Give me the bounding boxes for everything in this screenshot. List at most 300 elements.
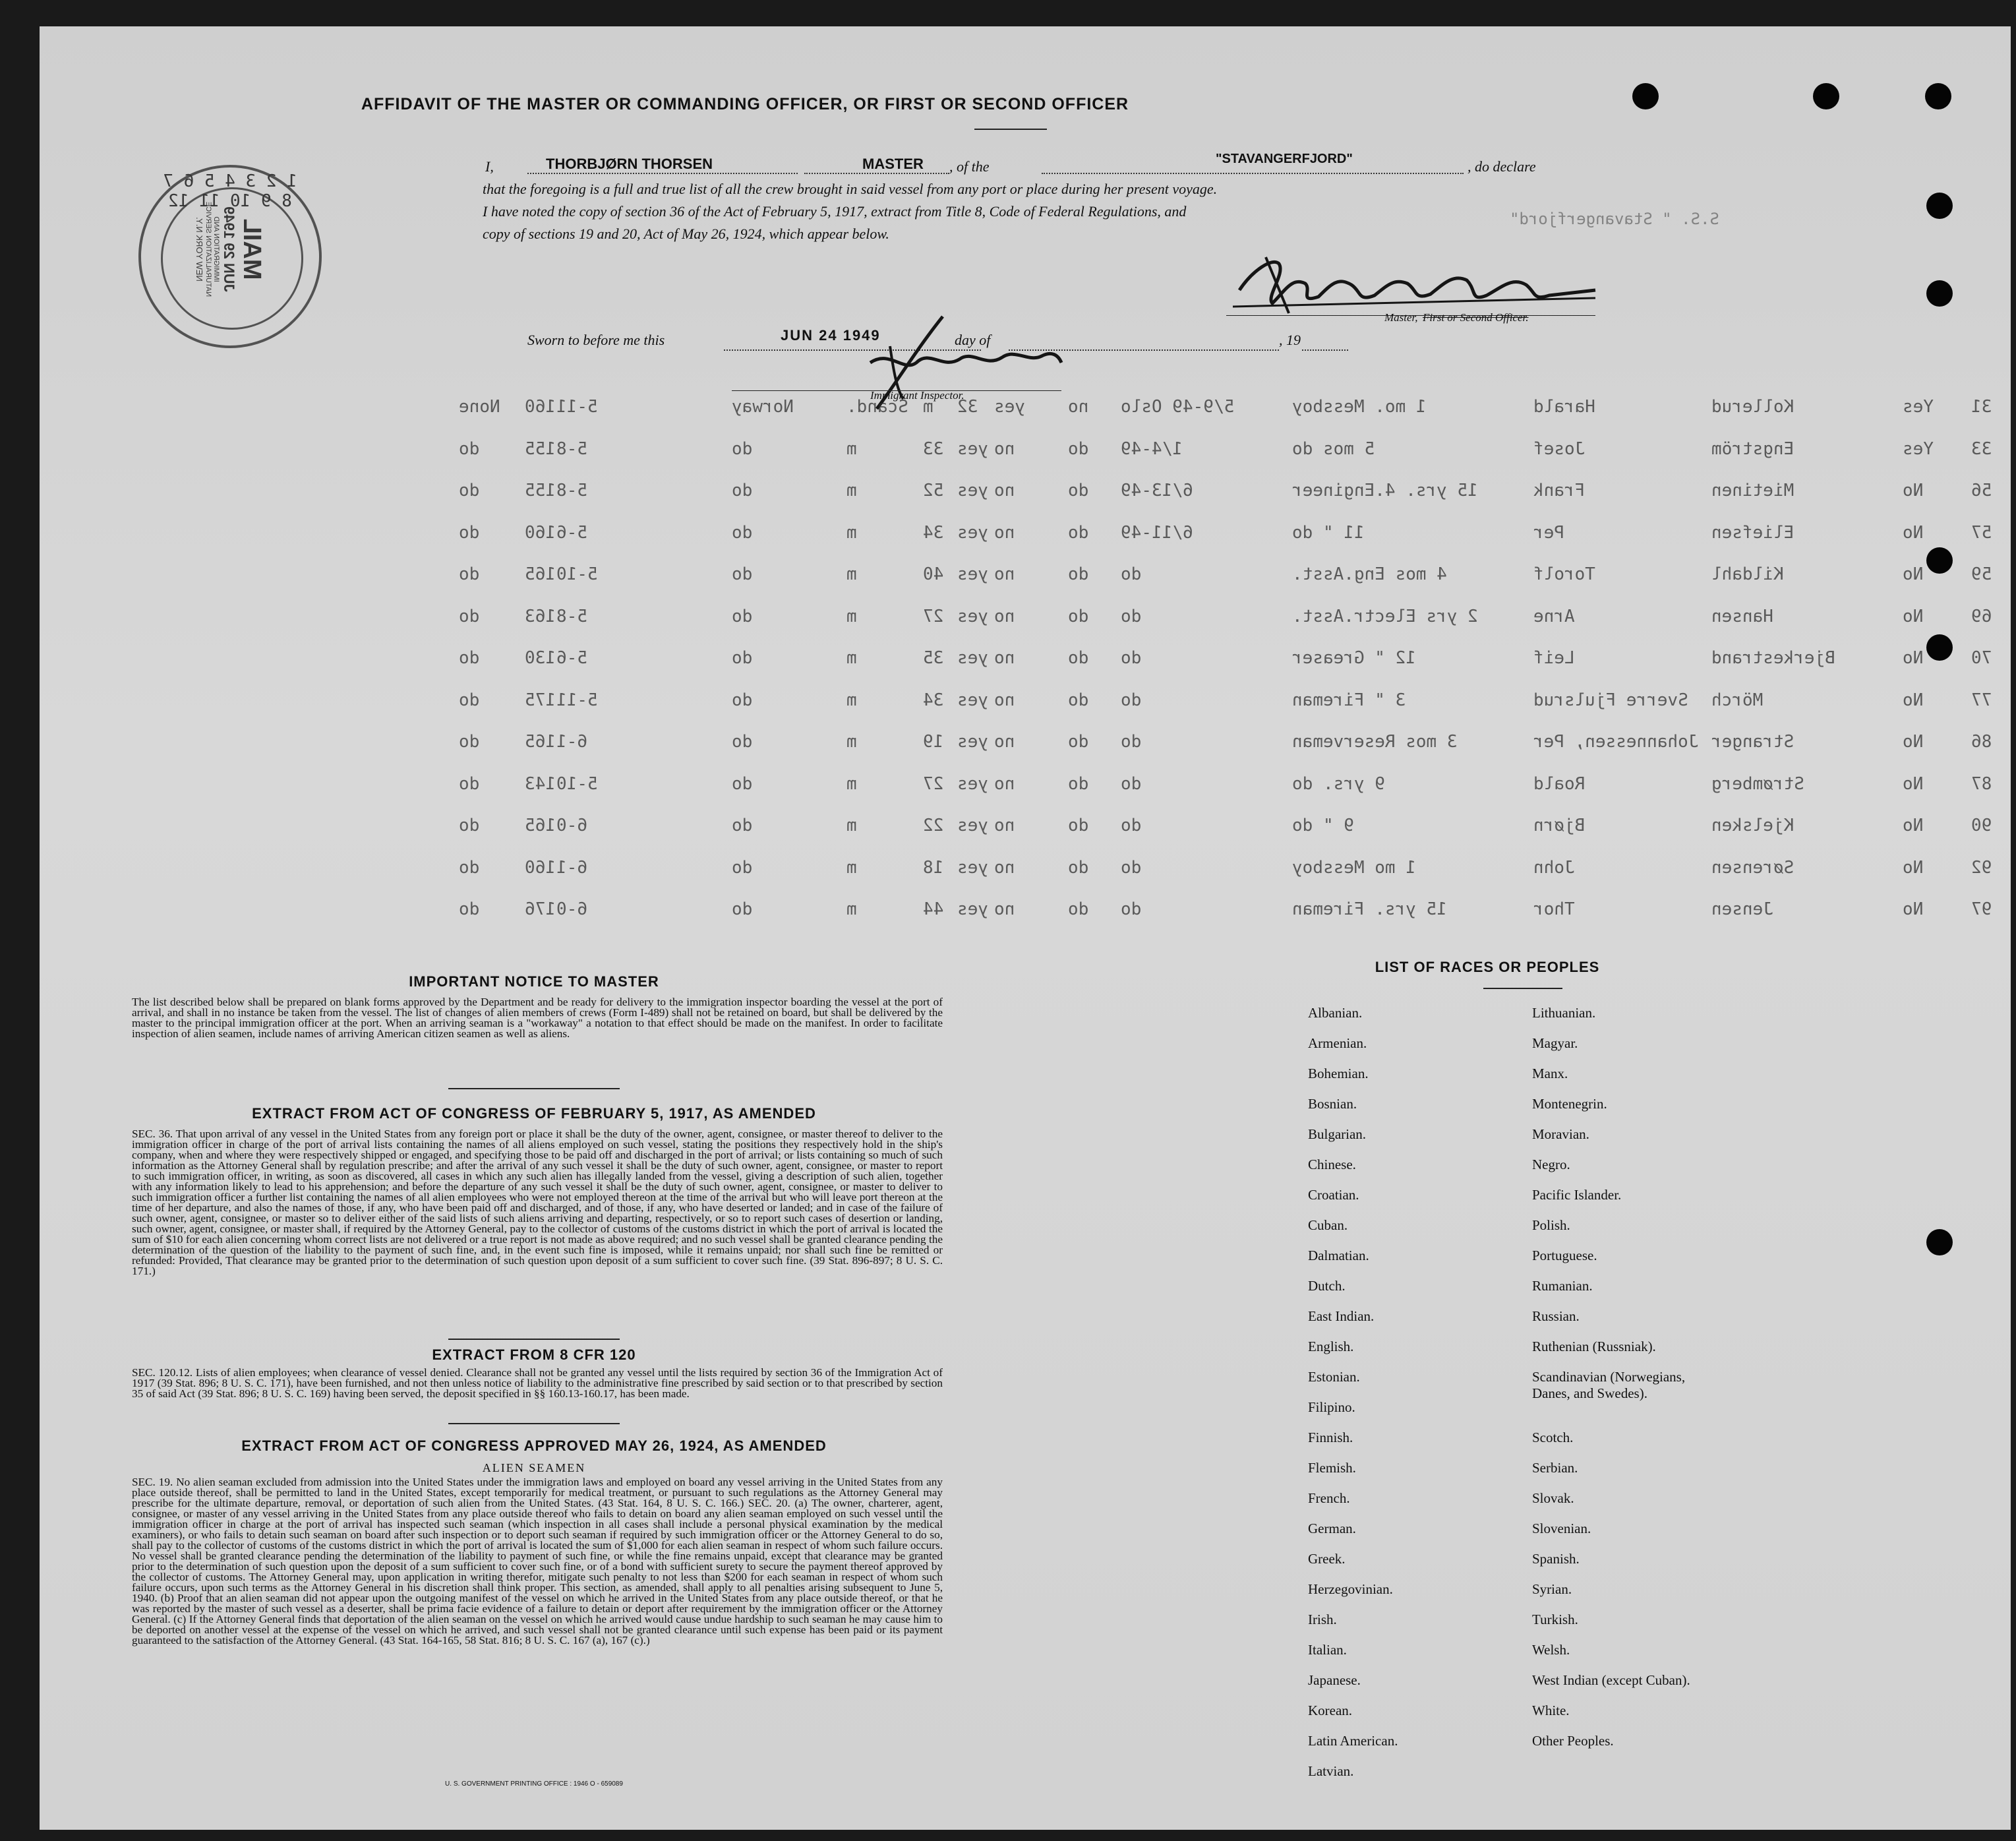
race-item: Negro. <box>1532 1157 1570 1172</box>
extract-1917-body: SEC. 36. That upon arrival of any vessel in the United States from any foreign port or place it shall be the duty of the owner, agent, consignee, or master thereof to deliver to the immigration officer in charge of the port of arrival lists containing the names of all aliens employed on such vessel, stating the positions they respectively hold in the ship's company, when and where they were respectively shipped or engaged, and specifying those to be paid off and discharged in the port of arrival; or lists containing so much of such information as the Attorney General shall by regulation prescribe; and after the arrival of any such vessel it shall be the duty of such owner, agent, consignee, or master to report to such immigration officer, in writing, as soon as discovered, all cases in which any such alien has illegally landed from the vessel, giving a description of such alien, together with any information likely to lead to his apprehension; and before the departure of any such vessel it shall be the duty of such owner, agent, consignee, or master to deliver to such immigration officer a further list containing the names of all alien employees who were not employed thereon at the time of the arrival but who will leave port thereon at the time of her departure, and also the names of those, if any, who have been paid off and discharged, and of those, if any, who have deserted or landed; and in case of the failure of such owner, agent, consignee, or master so to deliver either of the said lists of such aliens arriving and departing, respectively, or so to report such cases of desertion or landing, such owner, agent, consignee, or master shall, if required by the Attorney General, pay to the collector of customs of the customs district in which the port of arrival is located the sum of $10 for each alien concerning whom correct lists are not delivered or a true report is not made as above required; and no such vessel shall be granted clearance pending the determination of the question of the liability to the payment of such fine, and, in the event such fine is imposed, while it remains unpaid; nor shall such fine be remitted or refunded: Provided, That clearance may be granted prior to the determination of such question upon deposit of a sum sufficient to cover such fine. (39 Stat. 896-897; 8 U. S. C. 171.) <box>132 1128 943 1277</box>
declare-label: , do declare <box>1468 158 1536 175</box>
crew-cell: 27 <box>923 606 944 626</box>
crew-cell: do <box>1068 606 1089 626</box>
crew-cell: No <box>1903 481 1924 500</box>
crew-cell: do <box>1068 564 1089 584</box>
page-title: AFFIDAVIT OF THE MASTER OR COMMANDING OFFICER, OR FIRST OR SECOND OFFICER <box>361 95 1129 113</box>
crew-cell: do <box>459 606 480 626</box>
crew-row <box>40 397 2011 423</box>
crew-row <box>40 774 2011 800</box>
crew-cell: 5-8 <box>556 481 587 500</box>
race-item: Other Peoples. <box>1532 1733 1614 1749</box>
crew-row <box>40 732 2011 758</box>
crew-cell: 44 <box>923 899 944 919</box>
crew-cell: do <box>1068 732 1089 752</box>
day-of-label: day of <box>955 332 991 348</box>
crew-cell: 5/9-49 Oslo <box>1121 397 1235 417</box>
crew-cell: no <box>994 816 1015 835</box>
crew-cell: do <box>1068 522 1089 543</box>
crew-cell: 5-6 <box>556 648 587 668</box>
crew-cell: yes <box>957 438 988 459</box>
crew-cell: do <box>732 899 753 919</box>
crew-cell: 15 yrs. Fireman <box>1292 899 1447 919</box>
crew-cell: No <box>1903 732 1924 752</box>
race-item: Estonian. <box>1308 1369 1360 1385</box>
bleed-through-text: S.S. " Stavangerfjord" <box>1510 210 1719 228</box>
extract-cfr-title: EXTRACT FROM 8 CFR 120 <box>432 1346 636 1363</box>
race-item: Ruthenian (Russniak). <box>1532 1339 1656 1354</box>
crew-cell: 11 " do <box>1292 522 1365 543</box>
punch-hole <box>1926 280 1953 307</box>
crew-cell: m <box>846 438 857 459</box>
race-item: Korean. <box>1308 1703 1353 1718</box>
crew-cell: m <box>846 648 857 668</box>
master-caption: Master, <box>1384 311 1418 324</box>
crew-cell: Mörch <box>1711 690 1764 710</box>
race-item: Magyar. <box>1532 1035 1578 1051</box>
crew-cell: 27 <box>923 773 944 794</box>
crew-cell: 5-8 <box>556 438 587 459</box>
race-item: Herzegovinian. <box>1308 1581 1393 1597</box>
race-item: Greek. <box>1308 1551 1346 1567</box>
crew-cell: do <box>459 648 480 668</box>
race-item: English. <box>1308 1339 1354 1354</box>
crew-cell: 5 mos do <box>1292 438 1375 459</box>
crew-cell: 19 <box>923 732 944 752</box>
stamp-mail: MAIL <box>238 218 266 280</box>
crew-cell: No <box>1903 899 1924 919</box>
crew-cell: do <box>1121 732 1142 752</box>
crew-row-number: 90 <box>1971 816 1992 835</box>
punch-hole <box>1926 193 1953 219</box>
crew-cell: No <box>1903 522 1924 543</box>
crew-cell: 163 <box>525 606 556 626</box>
crew-cell: 5-6 <box>556 522 587 543</box>
crew-cell: do <box>732 816 753 835</box>
crew-cell: do <box>459 438 480 459</box>
race-item: Scandinavian (Norwegians, Danes, and Swedes). <box>1532 1369 1686 1401</box>
crew-cell: yes <box>957 690 988 710</box>
crew-cell: 6-1 <box>556 857 587 878</box>
affidavit-line-3: I have noted the copy of section 36 of the Act of February 5, 1917, extract from Title 8, Code of Federal Regulations, and <box>483 203 1187 220</box>
crew-row-number: 57 <box>1971 522 1992 543</box>
crew-row-number: 33 <box>1971 438 1992 459</box>
crew-cell: do <box>1068 899 1089 919</box>
crew-cell: No <box>1903 564 1924 584</box>
crew-cell: 160 <box>525 522 556 543</box>
crew-cell: do <box>1121 690 1142 710</box>
crew-cell: m <box>846 481 857 500</box>
crew-cell: 160 <box>525 397 556 417</box>
master-name: THORBJØRN THORSEN <box>546 156 713 172</box>
crew-row-number: 70 <box>1971 648 1992 668</box>
sworn-label: Sworn to before me this <box>527 332 665 348</box>
notice-title: IMPORTANT NOTICE TO MASTER <box>409 973 659 990</box>
crew-cell: Stranger <box>1711 732 1794 752</box>
race-item: Bohemian. <box>1308 1066 1369 1081</box>
crew-cell: m <box>846 606 857 626</box>
crew-cell: no <box>994 522 1015 543</box>
crew-cell: no <box>994 648 1015 668</box>
crew-cell: m <box>923 397 934 417</box>
crew-cell: Sørensen <box>1711 857 1794 878</box>
affidavit-line-4: copy of sections 19 and 20, Act of May 26, 1924, which appear below. <box>483 226 889 242</box>
crew-cell: yes <box>957 481 988 500</box>
race-item: Portuguese. <box>1532 1248 1597 1263</box>
race-item: Slovenian. <box>1532 1521 1591 1536</box>
crew-cell: m <box>846 816 857 835</box>
crew-cell: 12 " Greaser <box>1292 648 1416 668</box>
crew-cell: do <box>1068 648 1089 668</box>
race-item: Moravian. <box>1532 1126 1589 1142</box>
crew-cell: Torolf <box>1533 564 1595 584</box>
i-label: I, <box>485 158 494 175</box>
crew-cell: Bjerkestrand <box>1711 648 1835 668</box>
crew-cell: Engström <box>1711 438 1794 459</box>
race-item: Finnish. <box>1308 1430 1353 1445</box>
races-list-right <box>1532 1005 1717 1763</box>
crew-cell: do <box>1068 857 1089 878</box>
crew-cell: Kjelsken <box>1711 816 1794 835</box>
sworn-date: JUN 24 1949 <box>781 327 881 344</box>
crew-cell: 9 " do <box>1292 816 1354 835</box>
crew-cell: Leif <box>1533 648 1575 668</box>
crew-cell: do <box>1068 481 1089 500</box>
rank-line <box>804 173 949 174</box>
crew-cell: 6/11-49 <box>1121 522 1193 543</box>
printer-imprint: U. S. GOVERNMENT PRINTING OFFICE : 1946 O - 659089 <box>445 1780 623 1788</box>
crew-cell: yes <box>957 648 988 668</box>
crew-cell: yes <box>957 899 988 919</box>
crew-cell: 1/4-49 <box>1121 438 1183 459</box>
stamp-city: NEW YORK N.Y. <box>194 217 204 282</box>
crew-cell: do <box>732 481 753 500</box>
vessel-line <box>1042 173 1464 174</box>
crew-row-number: 31 <box>1971 397 1992 417</box>
race-item: West Indian (except Cuban). <box>1532 1672 1690 1688</box>
crew-cell: 15 yrs. 4.Engineer <box>1292 481 1478 500</box>
crew-cell: Thor <box>1533 899 1575 919</box>
race-item: Welsh. <box>1532 1642 1570 1658</box>
document-page <box>40 26 2011 1830</box>
crew-cell: do <box>1121 606 1142 626</box>
crew-row <box>40 564 2011 591</box>
crew-cell: 5-10 <box>556 564 598 584</box>
crew-cell: m <box>846 522 857 543</box>
crew-cell: do <box>1121 816 1142 835</box>
crew-cell: do <box>732 564 753 584</box>
crew-cell: Hansen <box>1711 606 1773 626</box>
crew-cell: 32 <box>957 397 978 417</box>
crew-cell: no <box>994 857 1015 878</box>
crew-cell: do <box>732 606 753 626</box>
punch-hole <box>1925 83 1951 109</box>
crew-cell: 40 <box>923 564 944 584</box>
crew-row-number: 86 <box>1971 732 1992 752</box>
crew-row-number: 97 <box>1971 899 1992 919</box>
crew-cell: 34 <box>923 690 944 710</box>
crew-cell: do <box>1121 648 1142 668</box>
crew-cell: no <box>994 690 1015 710</box>
race-item: Serbian. <box>1532 1460 1578 1476</box>
crew-cell: 52 <box>923 481 944 500</box>
race-item: Slovak. <box>1532 1490 1574 1506</box>
stamp-ring-numbers: 1 2 3 4 5 6 7 8 9 10 11 12 <box>163 171 297 211</box>
crew-row-number: 69 <box>1971 606 1992 626</box>
section-divider <box>448 1088 620 1089</box>
extract-1924-subtitle: ALIEN SEAMEN <box>482 1461 586 1474</box>
crew-cell: do <box>459 857 480 878</box>
crew-cell: do <box>732 857 753 878</box>
crew-cell: 1 mo. Messboy <box>1292 397 1427 417</box>
crew-cell: do <box>1121 899 1142 919</box>
race-item: Japanese. <box>1308 1672 1361 1688</box>
crew-cell: 6-0 <box>556 899 587 919</box>
race-item: East Indian. <box>1308 1308 1375 1324</box>
master-rank: MASTER <box>862 156 924 172</box>
crew-row <box>40 523 2011 549</box>
race-item: Pacific Islander. <box>1532 1187 1622 1203</box>
crew-cell: 35 <box>923 648 944 668</box>
race-item: Armenian. <box>1308 1035 1367 1051</box>
crew-cell: Yes <box>1903 438 1934 459</box>
crew-cell: yes <box>957 816 988 835</box>
race-item: Filipino. <box>1308 1399 1355 1415</box>
crew-cell: Josef <box>1533 438 1586 459</box>
crew-cell: No <box>1903 690 1924 710</box>
crew-cell: no <box>994 481 1015 500</box>
punch-hole <box>1632 83 1659 109</box>
stamp-date: JUN 29 1949 <box>221 206 237 292</box>
crew-cell: do <box>1121 773 1142 794</box>
crew-cell: 165 <box>525 564 556 584</box>
crew-cell: Kildahl <box>1711 564 1784 584</box>
crew-cell: do <box>732 438 753 459</box>
crew-cell: do <box>459 481 480 500</box>
crew-cell: Mietinen <box>1711 481 1794 500</box>
crew-cell: do <box>732 648 753 668</box>
crew-cell: 4 mos Eng.Asst. <box>1292 564 1447 584</box>
crew-cell: m <box>846 899 857 919</box>
crew-row <box>40 690 2011 717</box>
crew-cell: 3 " Fireman <box>1292 690 1406 710</box>
crew-row <box>40 858 2011 884</box>
crew-cell: John <box>1533 857 1575 878</box>
crew-cell: 3 mos Reserveman <box>1292 732 1458 752</box>
crew-cell: yes <box>957 773 988 794</box>
crew-cell: do <box>459 816 480 835</box>
crew-cell: no <box>994 564 1015 584</box>
crew-cell: 176 <box>525 899 556 919</box>
race-item: Syrian. <box>1532 1581 1572 1597</box>
crew-row-number: 59 <box>1971 564 1992 584</box>
crew-cell: 9 yrs. do <box>1292 773 1385 794</box>
crew-cell: do <box>1068 816 1089 835</box>
crew-cell: Jensen <box>1711 899 1773 919</box>
race-item: Latvian. <box>1308 1763 1354 1779</box>
crew-row <box>40 481 2011 507</box>
year-prefix: , 19 <box>1279 332 1301 348</box>
crew-cell: Kollerud <box>1711 397 1794 417</box>
crew-cell: do <box>459 522 480 543</box>
inspector-caption: Immigrant Inspector. <box>870 389 964 402</box>
crew-row <box>40 899 2011 926</box>
crew-cell: 130 <box>525 648 556 668</box>
races-list-left <box>1308 1005 1398 1794</box>
crew-cell: Per <box>1533 522 1564 543</box>
crew-cell: Bjørn <box>1533 816 1586 835</box>
crew-cell: No <box>1903 816 1924 835</box>
extract-1924-body: SEC. 19. No alien seaman excluded from admission into the United States under the immigration laws and employed on board any vessel arriving in the United States from any place outside thereof, shall be permitted to land in the United States, except temporarily for medical treatment, or pursuant to such regulations as the Attorney General may prescribe for the ultimate departure, removal, or deportation of such alien from the United States. (43 Stat. 164, 8 U. S. C. 166.) SEC. 20. (a) The owner, charterer, agent, consignee, or master of any vessel arriving in the United States from any place outside thereof who fails to detain on board any alien seaman employed on such vessel until the immigration officer in charge at the port of arrival has inspected such seaman (which inspection in all cases shall include a personal physical examination by the medical examiners), or who fails to detain such seaman on board after such inspection or to deport such seaman if required by such immigration officer or the Attorney General to do so, shall pay to the collector of customs of the customs district in which the port of arrival is located the sum of $1,000 for each alien seaman in respect of whom such failure occurs. No vessel shall be granted clearance pending the determination of the liability to payment of such fine, or while the fine remains unpaid, except that clearance may be granted prior to the determination of such question upon the deposit of a sum sufficient to cover such fine, or of a bond with sufficient surety to secure the payment thereof approved by the collector of customs. The Attorney General may, upon application in writing therefor, mitigate such penalty to not less than $200 for each seaman in respect of whom such failure occurs, upon such terms as the Attorney General in his discretion shall think proper. This section, as amended, shall apply to all penalties arising subsequent to June 5, 1940. (b) Proof that an alien seaman did not appear upon the outgoing manifest of the vessel on which he arrived in the United States from any place outside thereof, or that he was reported by the master of such vessel as a deserter, shall be prima facie evidence of a failure to detain or deport after requirement by the immigration officer or the Attorney General. (c) If the Attorney General finds that deportation of the alien seaman on the vessel on which he arrived would cause undue hardship to such seaman he may cause him to be deported on another vessel at the expense of the vessel on which he arrived, and such vessel shall not be granted clearance until such expense has been paid or its payment guaranteed to the satisfaction of the Attorney General. (43 Stat. 164-165, 58 Stat. 816; 8 U. S. C. 167 (a), 167 (c).) <box>132 1476 943 1646</box>
crew-cell: m <box>846 564 857 584</box>
punch-hole <box>1926 1229 1953 1255</box>
crew-cell: m <box>846 773 857 794</box>
crew-cell: 5-10 <box>556 773 598 794</box>
crew-row <box>40 607 2011 633</box>
crew-cell: Yes <box>1903 397 1934 417</box>
crew-cell: do <box>1068 438 1089 459</box>
crew-cell: 165 <box>525 816 556 835</box>
crew-cell: Sverre Fjulsrud <box>1533 690 1688 710</box>
crew-row-number: 87 <box>1971 773 1992 794</box>
crew-cell: no <box>994 606 1015 626</box>
crew-cell: no <box>994 773 1015 794</box>
race-item: Rumanian. <box>1532 1278 1593 1294</box>
extract-1917-title: EXTRACT FROM ACT OF CONGRESS OF FEBRUARY 5, 1917, AS AMENDED <box>252 1105 816 1122</box>
crew-cell: do <box>459 732 480 752</box>
crew-cell: 6/13-49 <box>1121 481 1193 500</box>
race-item: Manx. <box>1532 1066 1568 1081</box>
crew-cell: Frank <box>1533 481 1586 500</box>
race-item: Latin American. <box>1308 1733 1398 1749</box>
crew-cell: yes <box>994 397 1025 417</box>
crew-cell: Scand. <box>846 397 908 417</box>
race-item: Russian. <box>1532 1308 1580 1324</box>
crew-cell: Johannessen, Per <box>1533 732 1699 752</box>
crew-cell: 6-1 <box>556 732 587 752</box>
race-item: Albanian. <box>1308 1005 1363 1021</box>
crew-cell: m <box>846 732 857 752</box>
crew-cell: do <box>1068 690 1089 710</box>
crew-cell: Eliefsen <box>1711 522 1794 543</box>
section-divider <box>448 1423 620 1424</box>
crew-cell: 175 <box>525 690 556 710</box>
crew-cell: do <box>459 564 480 584</box>
race-item: French. <box>1308 1490 1350 1506</box>
notice-body: The list described below shall be prepared on blank forms approved by the Department and be ready for delivery to the immigration inspector boarding the vessel at the port of arrival, and shall in no instance be taken from the vessel. The list of changes of alien members of crews (Form I-489) shall not be retained on board, but shall be delivered by the master to the principal immigration officer at the port. When an arriving seaman is a "workaway" a notation to that effect should be made on the manifest. In order to facilitate inspection of alien seamen, include names of arriving American citizen seamen as well as aliens. <box>132 996 943 1040</box>
crew-cell: None <box>459 397 500 417</box>
crew-cell: Norway <box>732 397 794 417</box>
name-line <box>527 173 798 174</box>
crew-row-number: 92 <box>1971 857 1992 878</box>
crew-row <box>40 439 2011 466</box>
crew-cell: m <box>846 857 857 878</box>
master-caption-struck: First or Second Officer. <box>1423 311 1529 324</box>
race-item: Polish. <box>1532 1217 1570 1233</box>
crew-cell: no <box>994 732 1015 752</box>
crew-cell: 143 <box>525 773 556 794</box>
crew-cell: yes <box>957 857 988 878</box>
crew-cell: 6-0 <box>556 816 587 835</box>
immigration-mail-stamp <box>138 165 322 348</box>
crew-cell: No <box>1903 648 1924 668</box>
crew-cell: 34 <box>923 522 944 543</box>
crew-cell: 18 <box>923 857 944 878</box>
race-item: Chinese. <box>1308 1157 1356 1172</box>
race-item: Dutch. <box>1308 1278 1346 1294</box>
crew-cell: 5-8 <box>556 606 587 626</box>
crew-cell: do <box>732 522 753 543</box>
section-divider <box>448 1339 620 1340</box>
year-line <box>1302 349 1348 351</box>
crew-cell: m <box>846 690 857 710</box>
crew-row <box>40 648 2011 675</box>
crew-cell: yes <box>957 606 988 626</box>
race-item: Lithuanian. <box>1532 1005 1596 1021</box>
crew-cell: 5-11 <box>556 690 598 710</box>
of-the-label: , of the <box>949 158 990 175</box>
race-item: Flemish. <box>1308 1460 1356 1476</box>
crew-cell: do <box>459 773 480 794</box>
crew-cell: yes <box>957 564 988 584</box>
race-item: Spanish. <box>1532 1551 1580 1567</box>
crew-cell: Roald <box>1533 773 1586 794</box>
stamp-agency: IMMIGRATION AND NATURALIZATION SERVICE <box>204 201 220 297</box>
crew-cell: do <box>1068 773 1089 794</box>
crew-cell: No <box>1903 606 1924 626</box>
crew-cell: Arne <box>1533 606 1575 626</box>
race-item: Scotch. <box>1532 1430 1574 1445</box>
race-item: German. <box>1308 1521 1356 1536</box>
crew-cell: 160 <box>525 857 556 878</box>
crew-cell: 33 <box>923 438 944 459</box>
crew-cell: do <box>732 690 753 710</box>
crew-cell: 22 <box>923 816 944 835</box>
crew-cell: 5-11 <box>556 397 598 417</box>
race-item: Italian. <box>1308 1642 1347 1658</box>
crew-cell: No <box>1903 857 1924 878</box>
crew-cell: no <box>994 899 1015 919</box>
extract-1924-title: EXTRACT FROM ACT OF CONGRESS APPROVED MAY 26, 1924, AS AMENDED <box>241 1437 827 1454</box>
crew-row-number: 56 <box>1971 481 1992 500</box>
vessel-name: "STAVANGERFJORD" <box>1216 152 1353 166</box>
crew-cell: 2 yrs Electr.Asst. <box>1292 606 1478 626</box>
race-item: Bosnian. <box>1308 1096 1357 1112</box>
races-title: LIST OF RACES OR PEOPLES <box>1375 959 1600 975</box>
race-item: Turkish. <box>1532 1612 1578 1627</box>
race-item: Bulgarian. <box>1308 1126 1367 1142</box>
title-divider <box>974 129 1047 130</box>
crew-cell: no <box>994 438 1015 459</box>
crew-cell: no <box>1068 397 1089 417</box>
extract-cfr-body: SEC. 120.12. Lists of alien employees; when clearance of vessel denied. Clearance shall not be granted any vessel until the lists required by section 36 of the Immigration Act of 1917 (39 Stat. 896; 8 U. S. C. 171), have been furnished, and not then unless notice of liability to the administrative fine prescribed by said section or to that prescribed by section 35 of said Act (39 Stat. 896; 8 U. S. C. 169) having been served, the deposit specified in §§ 160.13-160.17, has been made. <box>132 1366 943 1400</box>
crew-row-number: 77 <box>1971 690 1992 710</box>
crew-cell: Harald <box>1533 397 1595 417</box>
crew-cell: do <box>732 773 753 794</box>
crew-cell: 1 mo Messboy <box>1292 857 1416 878</box>
crew-cell: do <box>459 690 480 710</box>
crew-cell: 165 <box>525 732 556 752</box>
crew-cell: yes <box>957 732 988 752</box>
crew-list-table <box>40 397 2011 944</box>
race-item: Dalmatian. <box>1308 1248 1369 1263</box>
races-divider <box>1483 988 1562 989</box>
crew-row <box>40 816 2011 842</box>
crew-cell: 155 <box>525 481 556 500</box>
punch-hole <box>1813 83 1839 109</box>
race-item: Montenegrin. <box>1532 1096 1607 1112</box>
crew-cell: do <box>732 732 753 752</box>
